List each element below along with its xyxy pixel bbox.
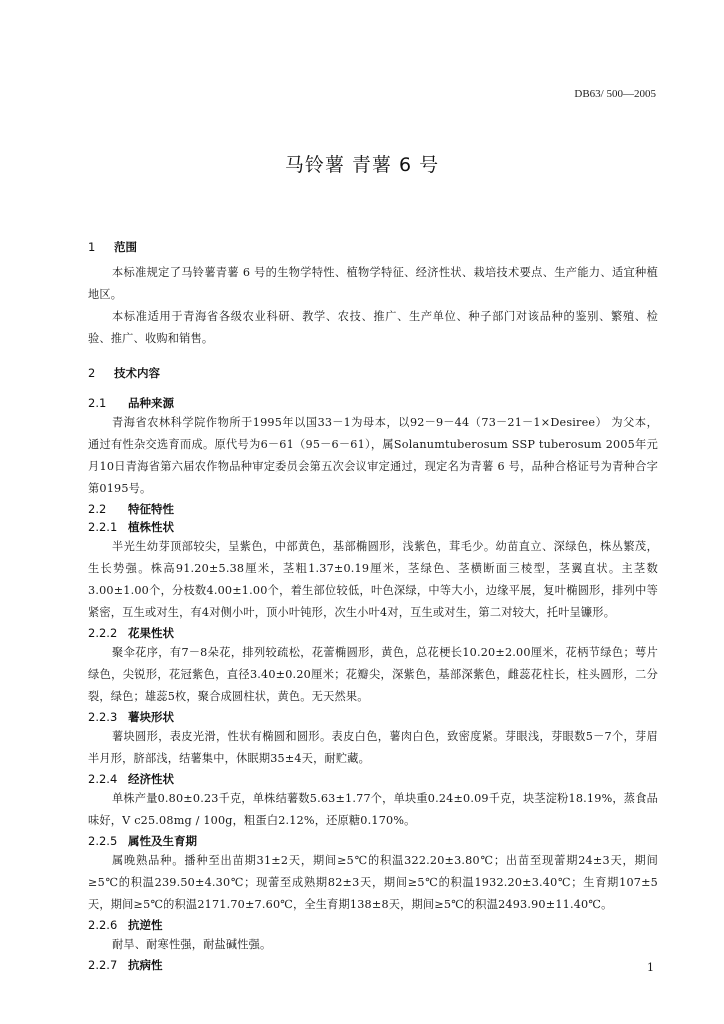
paragraph: 青海省农林科学院作物所于1995年以国33－1为母本，以92－9－44（73－21－1×Desiree） 为父本，通过有性杂交选育而成。原代号为6－61（95－6－61），属Solanumtuberosum SSP tuberosum 2005年元月10日青海省第六届农作物品种审定委员会第五次会议审定通过，现定名为青薯 6 号，品种合格证号为青种合字第0195号。 (88, 416, 658, 495)
section-title: 花果性状 (128, 626, 174, 640)
section-number: 2.2.2 (88, 626, 118, 640)
section-number: 2.2.6 (88, 918, 118, 932)
section-title: 经济性状 (128, 772, 174, 786)
section-title: 技术内容 (114, 366, 160, 380)
section-1-heading (88, 238, 658, 256)
paragraph: 本标准规定了马铃薯青薯 6 号的生物学特性、植物学特征、经济性状、栽培技术要点、生产能力、适宜种植地区。 (88, 266, 658, 301)
section-title: 属性及生育期 (128, 834, 197, 848)
standard-code: DB63/ 500—2005 (574, 88, 656, 100)
section-2-2-4-heading (88, 770, 658, 788)
section-number: 2.2.1 (88, 520, 118, 534)
section-number: 1 (88, 240, 96, 254)
section-2-heading (88, 364, 658, 382)
section-2-2-7-heading (88, 956, 658, 974)
paragraph: 属晚熟品种。播种至出苗期31±2天，期间≥5℃的积温322.20±3.80℃；出苗至现蕾期24±3天，期间≥5℃的积温239.50±4.30℃；现蕾至成熟期82±3天，期间≥5℃的积温1932.20±3.40℃；生育期107±5天，期间≥5℃的积温2171.70±7.60℃，全生育期138±8天，期间≥5℃的积温2493.90±11.40℃。 (88, 854, 658, 911)
section-2-2-1-heading (88, 518, 658, 536)
paragraph: 本标准适用于青海省各级农业科研、教学、农技、推广、生产单位、种子部门对该品种的鉴别、繁殖、检验、推广、收购和销售。 (88, 310, 658, 345)
section-number: 2.2.3 (88, 710, 118, 724)
section-2-2-2-heading (88, 624, 658, 642)
paragraph: 耐旱、耐寒性强，耐盐碱性强。 (112, 938, 272, 951)
document-body (88, 238, 658, 974)
document-title: 马铃薯 青薯 6 号 (284, 154, 440, 176)
section-title: 范围 (114, 240, 137, 254)
paragraph: 半光生幼芽顶部较尖，呈紫色，中部黄色，基部椭圆形，浅紫色，茸毛少。幼苗直立、深绿色，株丛繁茂，生长势强。株高91.20±5.38厘米，茎粗1.37±0.19厘米，茎绿色、茎横断面三棱型，茎翼直状。主茎数3.00±1.00个，分枝数4.00±1.00个，着生部位较低，叶色深绿，中等大小，边缘平展，复叶椭圆形，排列中等紧密，互生或对生，有4对侧小叶，顶小叶钝形，次生小叶4对，互生或对生，第二对较大，托叶呈镰形。 (88, 540, 658, 619)
section-title: 品种来源 (128, 396, 174, 410)
paragraph: 聚伞花序，有7－8朵花，排列较疏松，花蕾椭圆形，黄色，总花梗长10.20±2.00厘米，花柄节绿色；萼片绿色，尖锐形，花冠紫色，直径3.40±0.20厘米；花瓣尖，深紫色，基部深紫色，雌蕊花柱长，柱头圆形，二分裂，绿色；雄蕊5枚，聚合成圆柱状，黄色。无天然果。 (88, 646, 658, 703)
section-number: 2.2 (88, 502, 107, 516)
section-number: 2.1 (88, 396, 107, 410)
section-2-2-3-heading (88, 708, 658, 726)
section-title: 抗逆性 (128, 918, 163, 932)
page-number: 1 (647, 961, 654, 974)
section-2-2-heading (88, 500, 658, 518)
section-number: 2.2.4 (88, 772, 118, 786)
section-2-2-6-heading (88, 916, 658, 934)
section-title: 植株性状 (128, 520, 174, 534)
section-number: 2 (88, 366, 96, 380)
paragraph: 单株产量0.80±0.23千克，单株结薯数5.63±1.77个，单块重0.24±0.09千克，块茎淀粉18.19%，蒸食品味好，V c25.08mg / 100g，粗蛋白2.12%，还原糖0.170%。 (88, 792, 658, 827)
section-number: 2.2.5 (88, 834, 118, 848)
section-title: 薯块形状 (128, 710, 174, 724)
section-title: 抗病性 (128, 958, 163, 972)
section-number: 2.2.7 (88, 958, 118, 972)
paragraph: 薯块圆形，表皮光滑，性状有椭圆和圆形。表皮白色，薯肉白色，致密度紧。芽眼浅，芽眼数5－7个，芽眉半月形，脐部浅，结薯集中，休眠期35±4天，耐贮藏。 (88, 730, 658, 765)
section-2-1-heading (88, 394, 658, 412)
section-2-2-5-heading (88, 832, 658, 850)
section-title: 特征特性 (128, 502, 174, 516)
